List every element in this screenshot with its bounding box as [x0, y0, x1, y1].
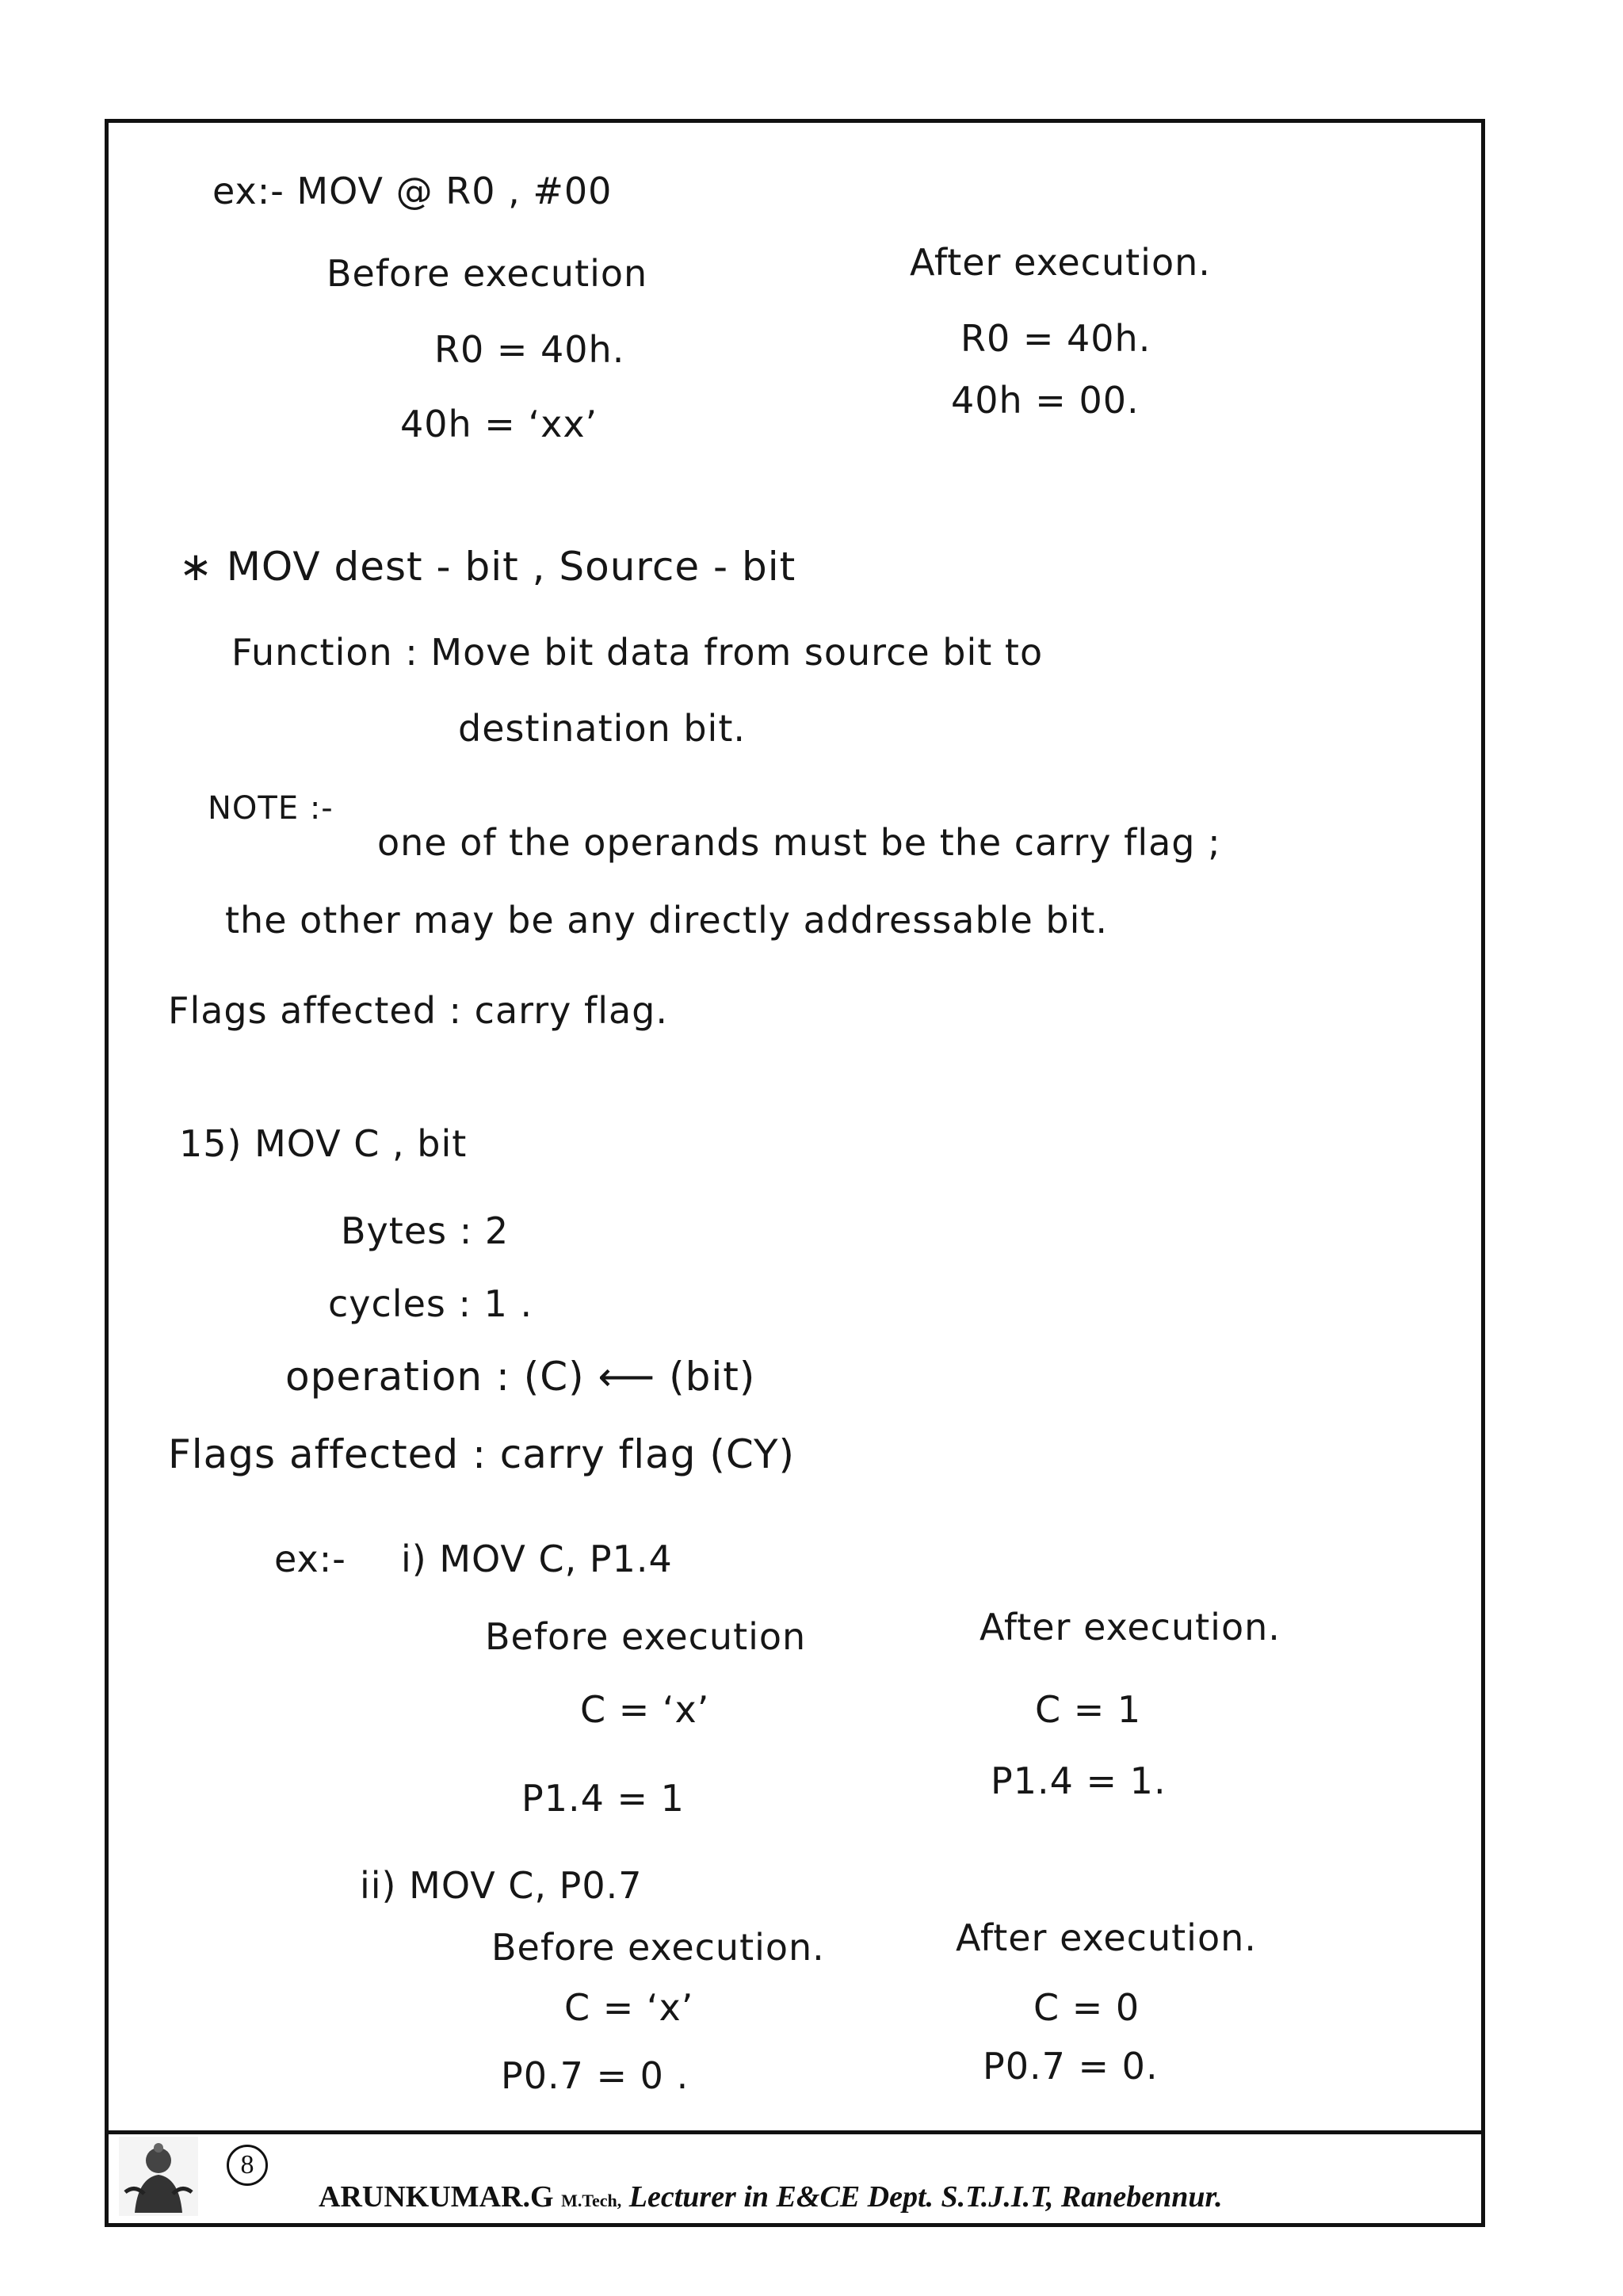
- example-i-before-line: P1.4 = 1: [521, 1777, 685, 1820]
- deity-logo-icon: [119, 2137, 198, 2216]
- example-ii-before-label: Before execution.: [491, 1926, 825, 1969]
- example-i-after-label: After execution.: [980, 1606, 1281, 1648]
- mov-bit-note-line1: one of the operands must be the carry flag ;: [377, 821, 1221, 864]
- example1-heading: ex:- MOV @ R0 , #00: [212, 170, 613, 212]
- example-ii-before-line: P0.7 = 0 .: [501, 2054, 689, 2097]
- example-i-heading: i) MOV C, P1.4: [401, 1538, 673, 1580]
- section15-heading: 15) MOV C , bit: [179, 1122, 468, 1165]
- example1-after-label: After execution.: [910, 241, 1211, 284]
- author-role: Lecturer in E&CE Dept. S.T.J.I.T, Ranebennur.: [628, 2180, 1223, 2214]
- mov-bit-function-line2: destination bit.: [458, 707, 746, 750]
- example1-before-line: 40h = ‘xx’: [400, 403, 598, 445]
- section15-cycles: cycles : 1 .: [328, 1282, 533, 1325]
- example-i-after-line: C = 1: [1035, 1688, 1142, 1731]
- mov-bit-note-line2: the other may be any directly addressable bit.: [225, 899, 1109, 942]
- mov-bit-function-line1: Function : Move bit data from source bit to: [231, 631, 1044, 674]
- example-ii-before-line: C = ‘x’: [564, 1986, 694, 2029]
- mov-bit-flags: Flags affected : carry flag.: [168, 989, 668, 1032]
- mov-bit-note-label: NOTE :-: [208, 790, 334, 827]
- example1-before-label: Before execution: [327, 252, 648, 295]
- example-ii-after-label: After execution.: [956, 1916, 1257, 1959]
- example-i-after-line: P1.4 = 1.: [991, 1759, 1167, 1802]
- section15-example-label: ex:-: [274, 1538, 346, 1580]
- example-ii-after-line: C = 0: [1033, 1986, 1140, 2029]
- author-degree: M.Tech,: [561, 2191, 622, 2210]
- section15-operation: operation : (C) ⟵ (bit): [285, 1354, 756, 1400]
- example-ii-heading: ii) MOV C, P0.7: [360, 1864, 643, 1907]
- example-i-before-line: C = ‘x’: [580, 1688, 710, 1731]
- example-i-before-label: Before execution: [485, 1615, 807, 1658]
- page-number: 8: [227, 2145, 268, 2186]
- example1-after-line: 40h = 00.: [951, 379, 1140, 422]
- footer-divider: [105, 2130, 1485, 2134]
- page-frame: [105, 119, 1485, 2227]
- section15-flags: Flags affected : carry flag (CY): [168, 1431, 796, 1477]
- mov-bit-heading: ∗ MOV dest - bit , Source - bit: [179, 544, 796, 590]
- footer-author: [319, 2179, 1223, 2214]
- author-name: ARUNKUMAR.G: [319, 2180, 554, 2214]
- example-ii-after-line: P0.7 = 0.: [983, 2045, 1159, 2088]
- section15-bytes: Bytes : 2: [341, 1209, 510, 1252]
- example1-before-line: R0 = 40h.: [434, 328, 625, 371]
- example1-after-line: R0 = 40h.: [960, 317, 1151, 360]
